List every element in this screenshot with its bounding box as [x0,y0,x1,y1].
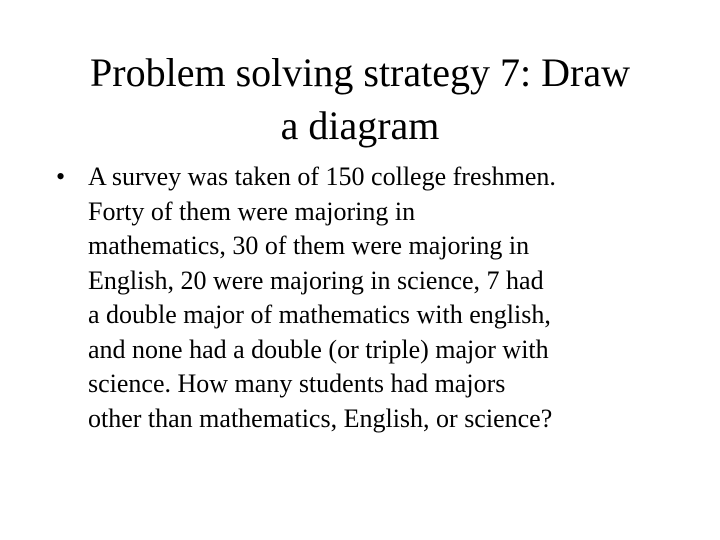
title-line: Problem solving strategy 7: Draw [90,50,630,95]
problem-text-line: science. How many students had majors [88,369,506,398]
problem-text-line: a double major of mathematics with english, [88,300,551,329]
problem-text-line: and none had a double (or triple) major with [88,334,549,364]
problem-text-line: A survey was taken of 150 college freshmen. [88,162,556,191]
problem-text-line: Forty of them were majoring in [88,196,416,226]
problem-text-line: English, 20 were majoring in science, 7 had [88,265,544,295]
bullet-icon: • [56,162,66,191]
problem-text-line: other than mathematics, English, or science? [88,403,553,433]
bullet-list [54,160,694,436]
title-line: a diagram [280,103,440,148]
problem-text-line: mathematics, 30 of them were majoring in [88,231,530,260]
bullet-item-survey-problem [54,160,694,436]
slide-title [36,46,684,152]
